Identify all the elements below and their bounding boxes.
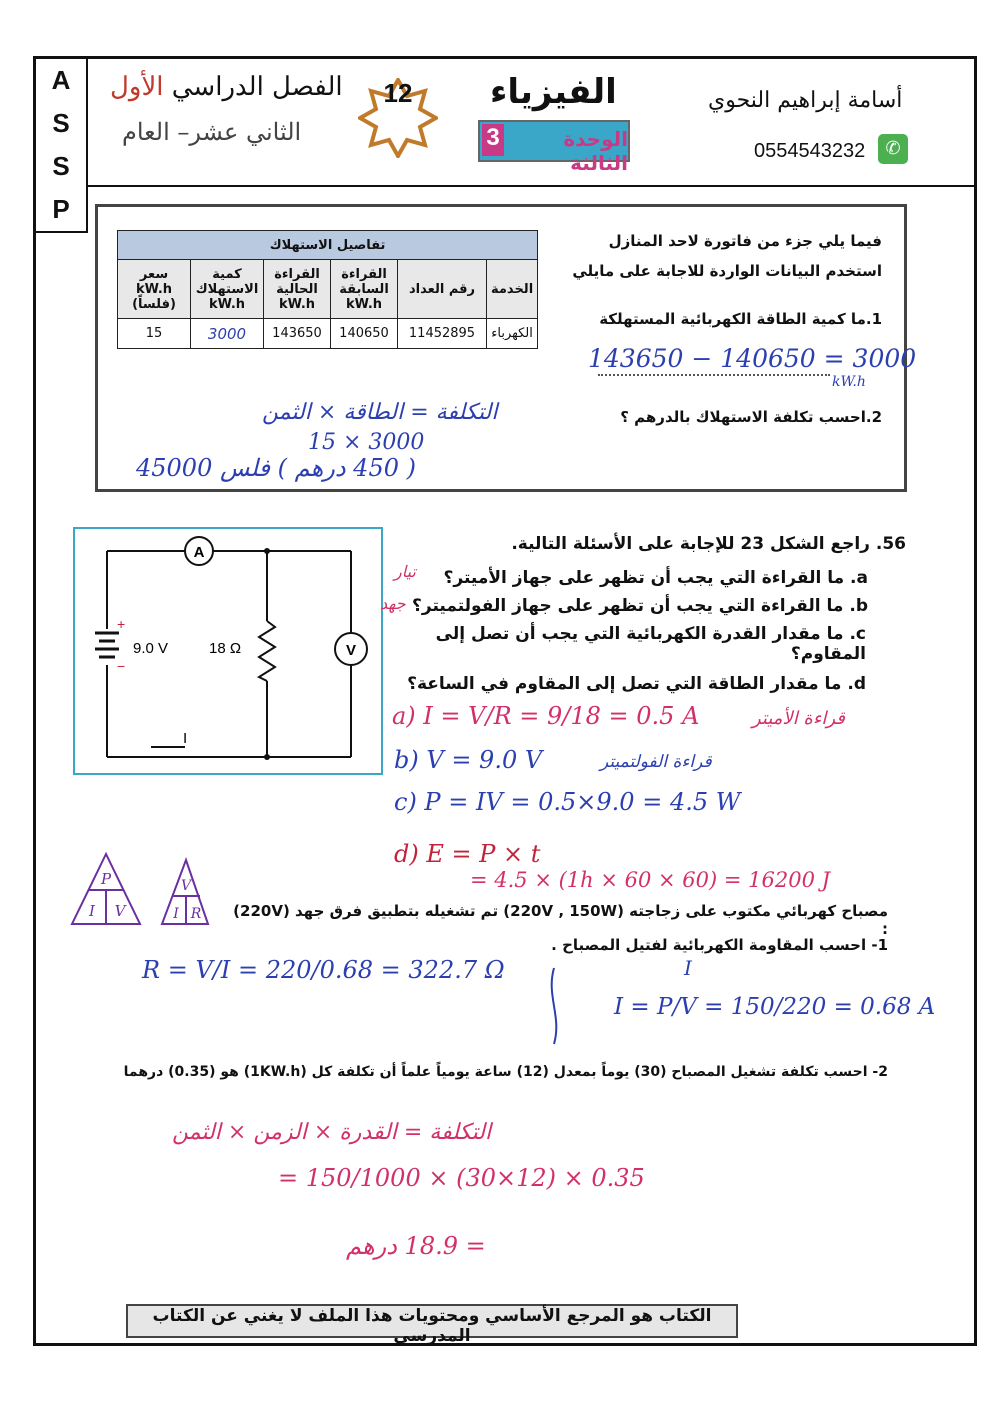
term-highlight: الأول [110, 72, 164, 102]
bill-header-cell: رقم العداد [398, 260, 487, 319]
triangle2-top: V [180, 878, 192, 894]
answer-current-label: I [684, 956, 692, 980]
triangle1-top: P [100, 870, 112, 888]
triangle2-right: R [190, 906, 202, 922]
ammeter-symbol: A [193, 544, 205, 561]
answer-56c: c) P = IV = 0.5×9.0 = 4.5 W [394, 788, 741, 816]
q56-title: 56. راجع الشكل 23 للإجابة على الأسئلة التالية. [511, 534, 906, 554]
bill-intro-1: فيما يلي جزء من فاتورة لاحد المنازل [608, 232, 882, 250]
assp-column [36, 59, 88, 233]
circuit-figure [73, 527, 383, 775]
bill-question-2: 2.احسب تكلفة الاستهلاك بالدرهم ؟ [620, 408, 882, 426]
triangle1-left: I [89, 902, 95, 920]
term-line-1 [110, 72, 343, 102]
answer-cost-formula: التكلفة = القدرة × الزمن × الثمن [172, 1120, 492, 1145]
answer-resistance: R = V/I = 220/0.68 = 322.7 Ω [142, 956, 505, 984]
bill-intro-2: استخدم البيانات الواردة للاجابة على مايلي [572, 262, 882, 280]
q56-b: b. ما القراءة التي يجب أن تظهر على جهاز الفولتميتر؟ [412, 596, 868, 616]
subject-title: الفيزياء [490, 72, 617, 112]
bill-cell: 11452895 [398, 319, 487, 349]
bill-header-cell: كمية الاستهلاك kW.h [191, 260, 264, 319]
answer-56a-note: قراءة الأميتر [752, 708, 845, 729]
grade-line: الثاني عشر– العام [122, 118, 302, 146]
formula-triangles [70, 850, 210, 930]
dotted-line [598, 374, 830, 376]
bill-header-cell: القراءة السابقة kW.h [331, 260, 398, 319]
circuit-diagram [75, 529, 381, 773]
answer-current: I = P/V = 150/220 = 0.68 A [614, 994, 936, 1020]
triangle2-left: I [173, 906, 179, 922]
answer-2-line3: ( 450 درهم ) فلس 45000 [136, 454, 416, 482]
bill-header-cell: الخدمة [487, 260, 538, 319]
brace-separator [544, 966, 564, 1046]
answer-2-formula: التكلفة = الطاقة × الثمن [262, 400, 498, 425]
term-text: الفصل الدراسي [163, 72, 343, 102]
lamp-statement: مصباح كهربائي مكتوب على زجاجته (220V , 150W) تم تشغيله بتطبيق فرق جهد (220V) : [233, 902, 888, 938]
page-number: 12 [383, 78, 413, 108]
answer-cost-calc: = 150/1000 × (30×12) × 0.35 [278, 1164, 645, 1192]
answer-56d-calc: = 4.5 × (1h × 60 × 60) = 16200 J [470, 868, 831, 892]
bill-cell: 140650 [331, 319, 398, 349]
assp-letter: S [52, 108, 70, 138]
author-name: أسامة إبراهيم النحوي [708, 88, 903, 113]
q56-a: a. ما القراءة التي يجب أن تظهر على جهاز الأميتر؟ [443, 568, 868, 588]
answer-cost-result: = 18.9 درهم [346, 1232, 486, 1260]
lamp-question-2: 2- احسب تكلفة تشغيل المصباح (30) يوماً بمعدل (12) ساعة يومياً علماً أن تكلفة كل (1KW.h) هو (0.35) درهما [123, 1064, 888, 1080]
page-number-badge [358, 78, 438, 158]
bill-cell: 15 [118, 319, 191, 349]
assp-letter: A [51, 65, 71, 95]
q56-c: c. ما مقدار القدرة الكهربائية التي يجب أن تصل إلى المقاوم؟ [435, 624, 866, 664]
footer-note: الكتاب هو المرجع الأساسي ومحتويات هذا الملف لا يغني عن الكتاب المدرسي [126, 1304, 738, 1338]
lamp-question-1: 1- احسب المقاومة الكهربائية لفتيل المصباح . [551, 936, 888, 954]
minus-sign: − [117, 658, 126, 674]
bill-cell: 143650 [264, 319, 331, 349]
answer-56b-note: قراءة الفولتميتر [600, 752, 712, 772]
unit-number: 3 [482, 124, 504, 156]
battery-label: 9.0 V [133, 640, 169, 657]
bill-table [117, 230, 538, 349]
answer-2-line2: 15 × 3000 [308, 430, 425, 455]
answer-56d: d) E = P × t [394, 840, 541, 868]
phone-icon: ✆ [878, 134, 908, 164]
answer-56b: b) V = 9.0 V [394, 746, 543, 774]
bill-header-cell: سعر kW.h (فلساً) [118, 260, 191, 319]
resistor-label: 18 Ω [209, 640, 242, 657]
answer-56a: a) I = V/R = 9/18 = 0.5 A [392, 702, 700, 730]
bill-table-caption: تفاصيل الاستهلاك [118, 231, 538, 260]
q56-b-note: جهد [380, 594, 406, 613]
answer-1: 143650 − 140650 = 3000 [588, 344, 917, 373]
bill-cell: الكهرباء [487, 319, 538, 349]
triangle1-right: V [114, 902, 126, 920]
switch-label: I [183, 730, 188, 747]
bill-header-cell: القراءة الحالية kW.h [264, 260, 331, 319]
phone-number: 0554543232 [754, 140, 866, 162]
unit-label: الوحدة الثالثة [563, 127, 628, 175]
plus-sign: + [117, 616, 126, 632]
q56-d: d. ما مقدار الطاقة التي تصل إلى المقاوم في الساعة؟ [407, 674, 866, 694]
bill-question-1: 1.ما كمية الطاقة الكهربائية المستهلكة [599, 310, 882, 328]
bill-cell-handwritten: 3000 [191, 319, 264, 349]
q56-a-note: تيار [394, 562, 416, 581]
voltmeter-symbol: V [345, 642, 357, 659]
answer-1-unit: kW.h [832, 374, 866, 390]
unit-banner [478, 120, 630, 175]
assp-letter: P [52, 194, 70, 224]
assp-letter: S [52, 151, 70, 181]
